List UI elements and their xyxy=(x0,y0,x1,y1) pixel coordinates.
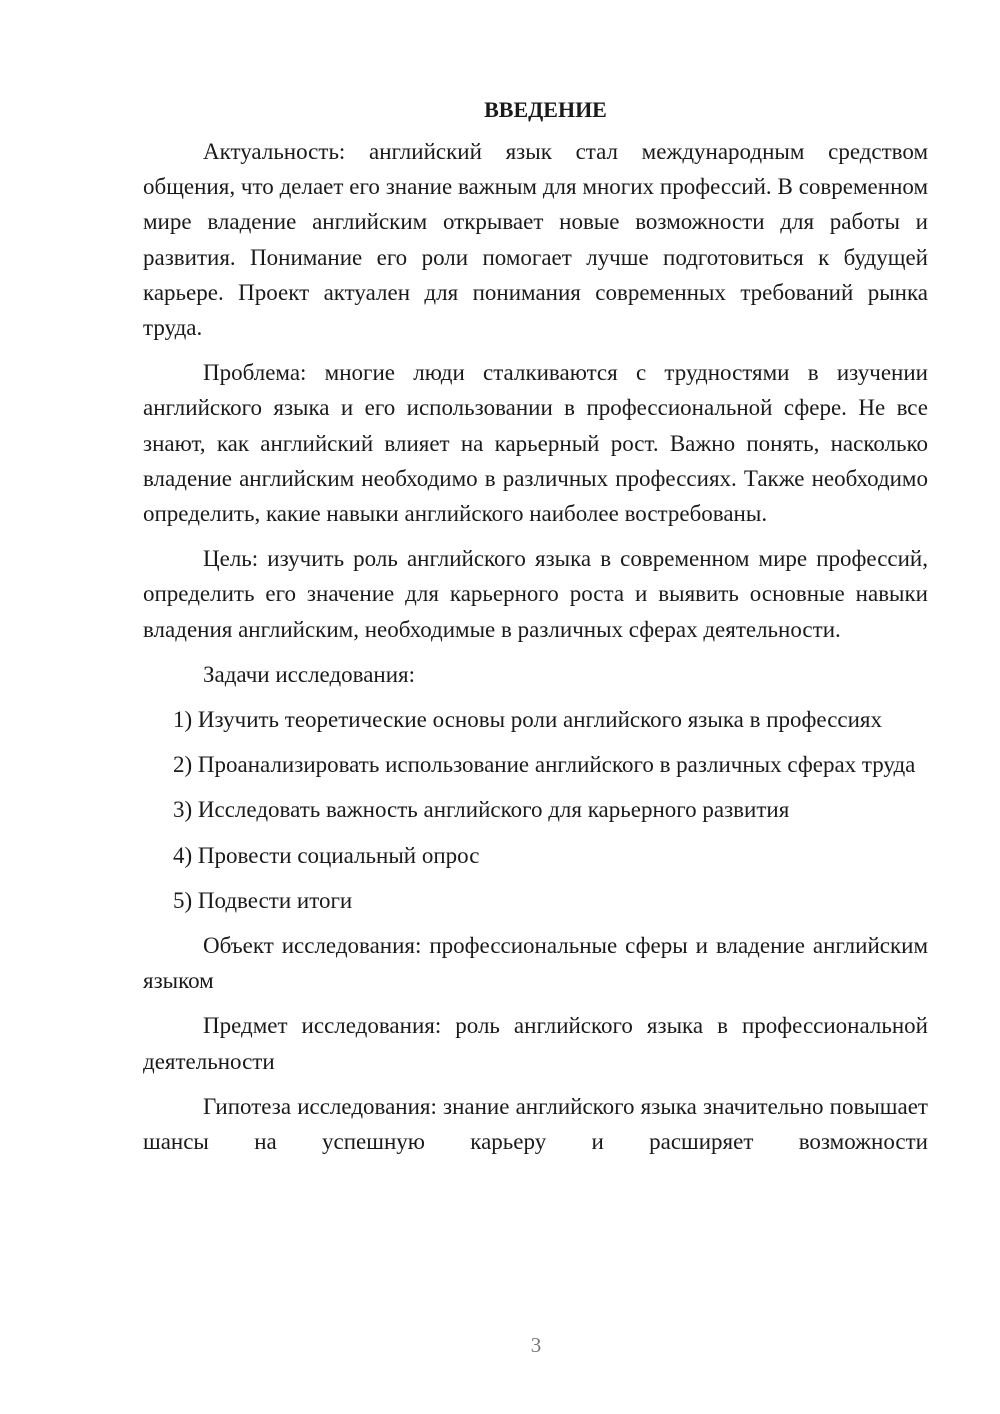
hypothesis-paragraph: Гипотеза исследования: знание английского языка значительно повышает шансы на успешную карьеру и расширяет возможности xyxy=(143,1093,928,1155)
page-content xyxy=(143,92,928,1159)
goal-paragraph: Цель: изучить роль английского языка в современном мире профессий, определить его значение для карьерного роста и выявить основные навыки владения английским, необходимые в различных сферах деятельности. xyxy=(143,546,928,642)
task-item-5: 5) Подвести итоги xyxy=(173,887,353,913)
object-paragraph: Объект исследования: профессиональные сферы и владение английским языком xyxy=(143,933,928,994)
subject-paragraph: Предмет исследования: роль английского языка в профессиональной деятельности xyxy=(143,1013,928,1074)
task-item-4: 4) Провести социальный опрос xyxy=(173,842,480,868)
tasks-list xyxy=(143,702,928,918)
problem-paragraph: Проблема: многие люди сталкиваются с трудностями в изучении английского языка и его использовании в профессиональной сфере. Не все знают, как английский влияет на карьерный рост. Важно понять, насколько владение английским необходимо в различных профессиях. Также необходимо определить, какие навыки английского наиболее востребованы. xyxy=(143,360,928,527)
task-item-2: 2) Проанализировать использование английского в различных сферах труда xyxy=(173,752,916,778)
page-number: 3 xyxy=(530,1333,542,1357)
page-title: ВВЕДЕНИЕ xyxy=(484,97,607,122)
relevance-paragraph: Актуальность: английский язык стал международным средством общения, что делает его знание важным для многих профессий. В современном мире владение английским открывает новые возможности для работы и развития. Понимание его роли помогает лучше подготовиться к будущей карьере. Проект актуален для понимания современных требований рынка труда. xyxy=(143,139,928,341)
task-item-3: 3) Исследовать важность английского для карьерного развития xyxy=(173,797,790,823)
tasks-heading: Задачи исследования: xyxy=(203,661,416,687)
task-item-1: 1) Изучить теоретические основы роли английского языка в профессиях xyxy=(173,707,883,733)
